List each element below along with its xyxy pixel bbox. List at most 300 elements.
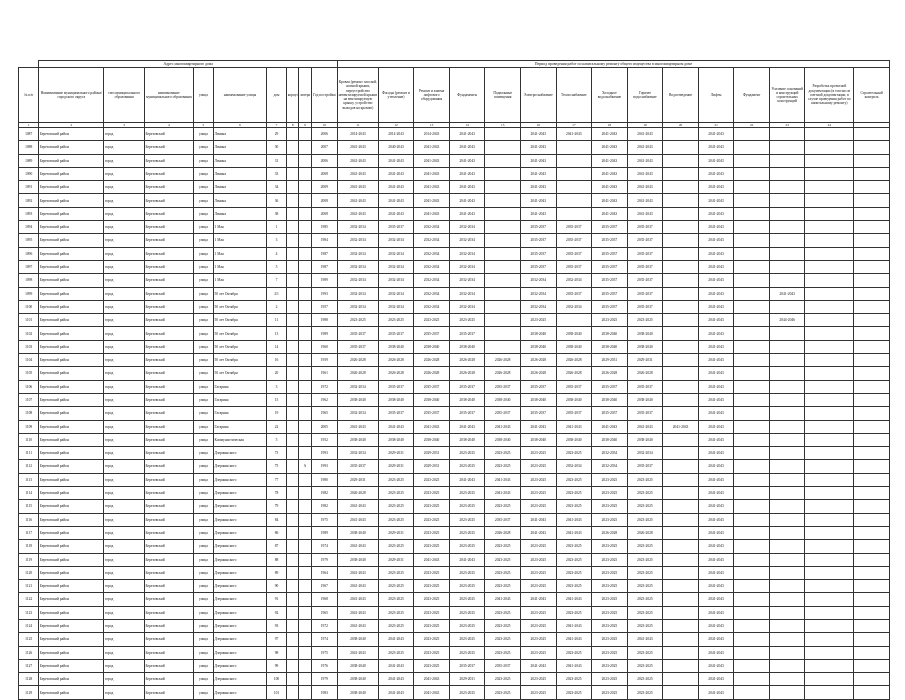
- table-cell: 2023-2025: [520, 619, 556, 632]
- table-cell: 2041-2043: [414, 686, 450, 699]
- table-cell: [769, 327, 805, 340]
- table-cell: 2023-2025: [485, 673, 521, 686]
- table-cell: Березовский: [144, 500, 193, 513]
- table-cell: [769, 487, 805, 500]
- column-header: Теплоснабжение: [556, 68, 592, 123]
- table-cell: 2035-2037: [485, 513, 521, 526]
- table-cell: [663, 380, 699, 393]
- table-row: [19, 420, 890, 433]
- table-cell: 2041-2043: [338, 167, 379, 180]
- table-cell: 2041-2043: [627, 141, 663, 154]
- table-cell: 1987: [311, 260, 338, 273]
- table-cell: 2041-2043: [520, 513, 556, 526]
- column-number: 16: [520, 123, 556, 128]
- table-cell: [299, 606, 311, 619]
- table-cell: 2023-2025: [414, 593, 450, 606]
- table-cell: Дзержинского: [214, 673, 267, 686]
- table-cell: 2032-2034: [414, 247, 450, 260]
- table-cell: [769, 659, 805, 672]
- table-cell: город: [104, 207, 145, 220]
- table-cell: 2023-2025: [627, 606, 663, 619]
- table-cell: 2041-2043: [698, 300, 734, 313]
- table-cell: 2023-2025: [414, 487, 450, 500]
- column-header: дом: [266, 68, 286, 123]
- table-cell: [287, 234, 299, 247]
- table-cell: 2041-2043: [698, 460, 734, 473]
- table-cell: Березовский: [144, 580, 193, 593]
- table-cell: [769, 234, 805, 247]
- table-cell: 2023-2025: [485, 500, 521, 513]
- table-cell: 2032-2034: [449, 221, 485, 234]
- table-cell: 1 Мая: [214, 234, 267, 247]
- table-cell: [854, 619, 890, 632]
- table-cell: 2032-2034: [414, 287, 450, 300]
- column-header: тип муниципального образования: [104, 68, 145, 123]
- column-number: 5: [193, 123, 213, 128]
- table-cell: город: [104, 540, 145, 553]
- table-cell: [854, 593, 890, 606]
- table-cell: [663, 300, 699, 313]
- table-cell: город: [104, 659, 145, 672]
- table-cell: 2035-2037: [556, 380, 592, 393]
- table-cell: [299, 221, 311, 234]
- table-cell: 2041-2043: [338, 566, 379, 579]
- table-cell: 2041-2043: [698, 154, 734, 167]
- table-cell: 2029-2031: [627, 354, 663, 367]
- table-cell: 2038-2040: [378, 340, 414, 353]
- table-cell: [485, 247, 521, 260]
- table-cell: 1984: [311, 234, 338, 247]
- column-header: Наименование муниципального района/городского округа: [39, 68, 104, 123]
- table-cell: 2035-2037: [414, 407, 450, 420]
- table-cell: улица: [193, 260, 213, 273]
- table-cell: 2023-2025: [414, 540, 450, 553]
- table-cell: Березовский район: [39, 327, 104, 340]
- table-cell: Гагарина: [214, 393, 267, 406]
- table-cell: [805, 367, 854, 380]
- table-cell: Березовский район: [39, 128, 104, 141]
- table-cell: [485, 314, 521, 327]
- table-row: [19, 593, 890, 606]
- table-cell: [299, 487, 311, 500]
- table-cell: 2038-2040: [449, 340, 485, 353]
- column-header: Строительный контроль: [854, 68, 890, 123]
- table-cell: 2023-2025: [449, 580, 485, 593]
- table-cell: 2026-2028: [520, 354, 556, 367]
- table-cell: 2023-2025: [378, 540, 414, 553]
- table-cell: [805, 673, 854, 686]
- table-cell: [556, 194, 592, 207]
- table-cell: 2038-2040: [592, 393, 628, 406]
- table-cell: 2041-2043: [378, 673, 414, 686]
- column-header: литера: [299, 68, 311, 123]
- table-cell: 2023-2025: [627, 314, 663, 327]
- table-cell: 34: [266, 181, 286, 194]
- table-cell: 2023-2025: [627, 540, 663, 553]
- table-cell: [663, 553, 699, 566]
- table-cell: [854, 420, 890, 433]
- table-cell: 2008: [311, 207, 338, 220]
- table-cell: [854, 553, 890, 566]
- table-cell: 2041-2043: [698, 619, 734, 632]
- table-cell: [287, 593, 299, 606]
- table-cell: 2023-2025: [449, 540, 485, 553]
- table-cell: 1121: [19, 580, 39, 593]
- table-cell: улица: [193, 393, 213, 406]
- table-cell: 2029-2031: [414, 460, 450, 473]
- table-cell: [769, 673, 805, 686]
- table-cell: [734, 128, 770, 141]
- table-cell: 2041-2043: [338, 606, 379, 619]
- table-cell: 2035-2037: [520, 260, 556, 273]
- table-cell: 2041-2043: [520, 141, 556, 154]
- table-cell: [805, 566, 854, 579]
- table-cell: Березовский: [144, 460, 193, 473]
- table-cell: 2038-2040: [449, 393, 485, 406]
- table-cell: 1115: [19, 500, 39, 513]
- table-cell: [485, 207, 521, 220]
- table-cell: Березовский район: [39, 580, 104, 593]
- table-cell: 2029-2031: [414, 447, 450, 460]
- table-cell: 36: [266, 194, 286, 207]
- column-number: 2: [39, 123, 104, 128]
- table-cell: [769, 606, 805, 619]
- table-cell: Дзержинского: [214, 593, 267, 606]
- table-cell: [734, 433, 770, 446]
- table-cell: [287, 420, 299, 433]
- table-cell: 2041-2043: [627, 207, 663, 220]
- table-cell: 2023-2025: [592, 633, 628, 646]
- table-cell: 2041-2043: [698, 659, 734, 672]
- table-cell: 2023-2025: [520, 553, 556, 566]
- table-cell: 1097: [19, 260, 39, 273]
- table-cell: 2041-2043: [414, 167, 450, 180]
- table-cell: 1102: [19, 327, 39, 340]
- table-cell: [287, 673, 299, 686]
- table-cell: Дзержинского: [214, 659, 267, 672]
- table-cell: 2038-2040: [627, 340, 663, 353]
- column-header-row: [19, 68, 890, 123]
- table-cell: [287, 633, 299, 646]
- table-cell: 2023-2025: [414, 633, 450, 646]
- table-cell: Дзержинского: [214, 447, 267, 460]
- table-cell: 2038-2040: [520, 340, 556, 353]
- table-cell: 5: [266, 260, 286, 273]
- table-cell: 2029-2031: [378, 447, 414, 460]
- table-row: [19, 619, 890, 632]
- table-cell: [734, 500, 770, 513]
- table-cell: [805, 393, 854, 406]
- table-cell: [287, 447, 299, 460]
- table-cell: 92: [266, 606, 286, 619]
- table-cell: [299, 646, 311, 659]
- table-cell: [769, 460, 805, 473]
- table-cell: 2035-2037: [378, 327, 414, 340]
- table-cell: Березовский район: [39, 141, 104, 154]
- table-cell: 50 лет Октября: [214, 340, 267, 353]
- table-cell: [805, 500, 854, 513]
- table-cell: улица: [193, 354, 213, 367]
- table-cell: 2032-2034: [520, 287, 556, 300]
- column-header: Ремонт и замена лифтового оборудования: [414, 68, 450, 123]
- table-cell: 2041-2043: [663, 420, 699, 433]
- table-cell: [805, 553, 854, 566]
- table-row: [19, 287, 890, 300]
- table-cell: 1095: [19, 234, 39, 247]
- table-cell: 2041-2043: [449, 553, 485, 566]
- table-cell: город: [104, 234, 145, 247]
- table-cell: [854, 540, 890, 553]
- table-cell: 2041-2043: [378, 181, 414, 194]
- table-cell: 1103: [19, 340, 39, 353]
- table-cell: 2035-2037: [592, 380, 628, 393]
- table-cell: [734, 407, 770, 420]
- table-cell: [854, 526, 890, 539]
- column-number: 17: [556, 123, 592, 128]
- table-cell: [734, 367, 770, 380]
- table-cell: город: [104, 500, 145, 513]
- table-row: [19, 154, 890, 167]
- table-cell: [485, 141, 521, 154]
- table-cell: [769, 154, 805, 167]
- table-cell: [734, 314, 770, 327]
- table-cell: [299, 673, 311, 686]
- table-cell: [805, 287, 854, 300]
- table-cell: 2041-2043: [520, 526, 556, 539]
- table-cell: 2023-2025: [556, 566, 592, 579]
- table-cell: [769, 380, 805, 393]
- table-cell: [663, 393, 699, 406]
- table-cell: 2029-2031: [378, 553, 414, 566]
- table-cell: 2023-2025: [414, 606, 450, 619]
- table-cell: Березовский: [144, 447, 193, 460]
- table-cell: [769, 500, 805, 513]
- table-cell: город: [104, 128, 145, 141]
- table-cell: улица: [193, 221, 213, 234]
- table-cell: 2035-2037: [627, 407, 663, 420]
- table-cell: Березовский: [144, 354, 193, 367]
- table-cell: Березовский район: [39, 673, 104, 686]
- table-cell: [663, 447, 699, 460]
- table-cell: [734, 380, 770, 393]
- table-cell: [734, 646, 770, 659]
- column-number: 1: [19, 123, 39, 128]
- table-cell: 2026-2028: [627, 526, 663, 539]
- table-cell: [663, 154, 699, 167]
- table-cell: 2035-2037: [556, 287, 592, 300]
- column-number: 10: [311, 123, 338, 128]
- table-cell: 2023-2025: [414, 646, 450, 659]
- table-cell: Березовский район: [39, 234, 104, 247]
- table-cell: 1965: [311, 407, 338, 420]
- table-cell: 1975: [311, 513, 338, 526]
- table-cell: улица: [193, 447, 213, 460]
- table-cell: Березовский: [144, 646, 193, 659]
- table-cell: [485, 194, 521, 207]
- table-cell: 2041-2043: [698, 181, 734, 194]
- table-cell: 1120: [19, 566, 39, 579]
- table-cell: Березовский: [144, 566, 193, 579]
- table-cell: 2032-2034: [414, 260, 450, 273]
- table-cell: 2041-2043: [556, 513, 592, 526]
- table-cell: [663, 619, 699, 632]
- table-cell: [556, 167, 592, 180]
- table-cell: 1128: [19, 673, 39, 686]
- table-cell: Березовский район: [39, 247, 104, 260]
- table-cell: [663, 141, 699, 154]
- table-cell: 1972: [311, 619, 338, 632]
- table-cell: 78: [266, 487, 286, 500]
- table-cell: [485, 300, 521, 313]
- table-cell: [854, 580, 890, 593]
- table-cell: город: [104, 221, 145, 234]
- table-cell: 2006: [311, 154, 338, 167]
- table-cell: Ленина: [214, 141, 267, 154]
- table-cell: 2035-2037: [449, 407, 485, 420]
- table-cell: [734, 260, 770, 273]
- table-row: [19, 221, 890, 234]
- table-cell: улица: [193, 407, 213, 420]
- column-header: № п/п: [19, 68, 39, 123]
- table-cell: [805, 314, 854, 327]
- table-cell: 2032-2034: [378, 300, 414, 313]
- column-number: 22: [734, 123, 770, 128]
- table-cell: [769, 473, 805, 486]
- table-cell: [663, 487, 699, 500]
- table-cell: 2032-2034: [378, 247, 414, 260]
- table-cell: Гагарина: [214, 407, 267, 420]
- table-cell: 2023-2025: [556, 580, 592, 593]
- table-cell: [769, 447, 805, 460]
- table-cell: 2041-2043: [592, 128, 628, 141]
- table-cell: 2041-2043: [698, 247, 734, 260]
- table-cell: [287, 181, 299, 194]
- table-cell: [805, 633, 854, 646]
- table-cell: 2038-2040: [378, 433, 414, 446]
- table-cell: [299, 593, 311, 606]
- table-cell: 2023-2025: [627, 593, 663, 606]
- table-cell: Березовский: [144, 367, 193, 380]
- table-cell: 2041-2043: [449, 207, 485, 220]
- table-cell: Березовский район: [39, 619, 104, 632]
- table-cell: [769, 593, 805, 606]
- table-cell: [299, 526, 311, 539]
- table-cell: [769, 526, 805, 539]
- table-cell: [287, 686, 299, 699]
- table-cell: 2041-2043: [378, 207, 414, 220]
- table-cell: 2041-2043: [556, 619, 592, 632]
- table-cell: Березовский район: [39, 646, 104, 659]
- table-cell: [854, 154, 890, 167]
- table-cell: 2041-2043: [698, 686, 734, 699]
- table-cell: 2041-2043: [698, 327, 734, 340]
- table-cell: 1989: [311, 274, 338, 287]
- table-row: [19, 566, 890, 579]
- table-cell: [805, 593, 854, 606]
- capital-repair-table-sheet: [18, 60, 890, 700]
- table-row: [19, 673, 890, 686]
- table-cell: [805, 181, 854, 194]
- table-cell: 19: [266, 407, 286, 420]
- table-cell: 2023-2025: [592, 314, 628, 327]
- table-cell: [299, 128, 311, 141]
- table-cell: [663, 247, 699, 260]
- table-cell: 2041-2043: [698, 526, 734, 539]
- table-cell: 50 лет Октября: [214, 287, 267, 300]
- table-cell: А: [299, 460, 311, 473]
- table-cell: 2023-2025: [520, 606, 556, 619]
- table-cell: [769, 300, 805, 313]
- capital-repair-table: [18, 60, 890, 700]
- table-cell: 2023-2025: [592, 473, 628, 486]
- table-cell: [769, 367, 805, 380]
- table-cell: 2023-2025: [556, 500, 592, 513]
- table-cell: Березовский: [144, 300, 193, 313]
- column-header: Усиление оснований и конструкций строительных конструкций: [769, 68, 805, 123]
- table-row: [19, 500, 890, 513]
- table-cell: 2023-2025: [485, 686, 521, 699]
- table-cell: 2023-2025: [414, 473, 450, 486]
- table-cell: [805, 327, 854, 340]
- table-cell: 2041-2043: [338, 646, 379, 659]
- table-cell: [805, 420, 854, 433]
- column-number: 18: [592, 123, 628, 128]
- table-cell: [299, 553, 311, 566]
- table-cell: Березовский район: [39, 207, 104, 220]
- table-cell: [663, 673, 699, 686]
- table-cell: 1974: [311, 633, 338, 646]
- table-cell: 2035-2037: [520, 407, 556, 420]
- table-cell: 2041-2043: [520, 181, 556, 194]
- column-number: 3: [104, 123, 145, 128]
- table-cell: 2032-2034: [520, 300, 556, 313]
- table-cell: 2035-2037: [520, 380, 556, 393]
- table-cell: [805, 221, 854, 234]
- table-cell: 2041-2043: [338, 513, 379, 526]
- column-number: 15: [485, 123, 521, 128]
- table-cell: 2041-2043: [378, 154, 414, 167]
- table-cell: Березовский: [144, 314, 193, 327]
- table-cell: [287, 300, 299, 313]
- table-cell: 2040-2043: [378, 141, 414, 154]
- table-cell: [854, 247, 890, 260]
- table-cell: 2023-2025: [449, 646, 485, 659]
- table-cell: [769, 513, 805, 526]
- table-cell: 2035-2037: [520, 247, 556, 260]
- table-row: [19, 633, 890, 646]
- table-cell: 7: [266, 274, 286, 287]
- table-cell: город: [104, 646, 145, 659]
- table-cell: 2041-2043: [338, 619, 379, 632]
- table-cell: Березовский район: [39, 300, 104, 313]
- table-cell: улица: [193, 566, 213, 579]
- table-cell: 2041-2043: [378, 194, 414, 207]
- table-cell: [769, 646, 805, 659]
- column-number: 23: [769, 123, 805, 128]
- table-cell: [805, 540, 854, 553]
- table-row: [19, 526, 890, 539]
- table-cell: 2041-2043: [556, 659, 592, 672]
- table-cell: 1105: [19, 367, 39, 380]
- table-cell: [287, 526, 299, 539]
- table-cell: [769, 141, 805, 154]
- table-cell: 2041-2043: [378, 420, 414, 433]
- table-cell: [299, 340, 311, 353]
- table-cell: улица: [193, 181, 213, 194]
- table-cell: [854, 314, 890, 327]
- table-cell: 2032-2034: [592, 447, 628, 460]
- column-number: 6: [214, 123, 267, 128]
